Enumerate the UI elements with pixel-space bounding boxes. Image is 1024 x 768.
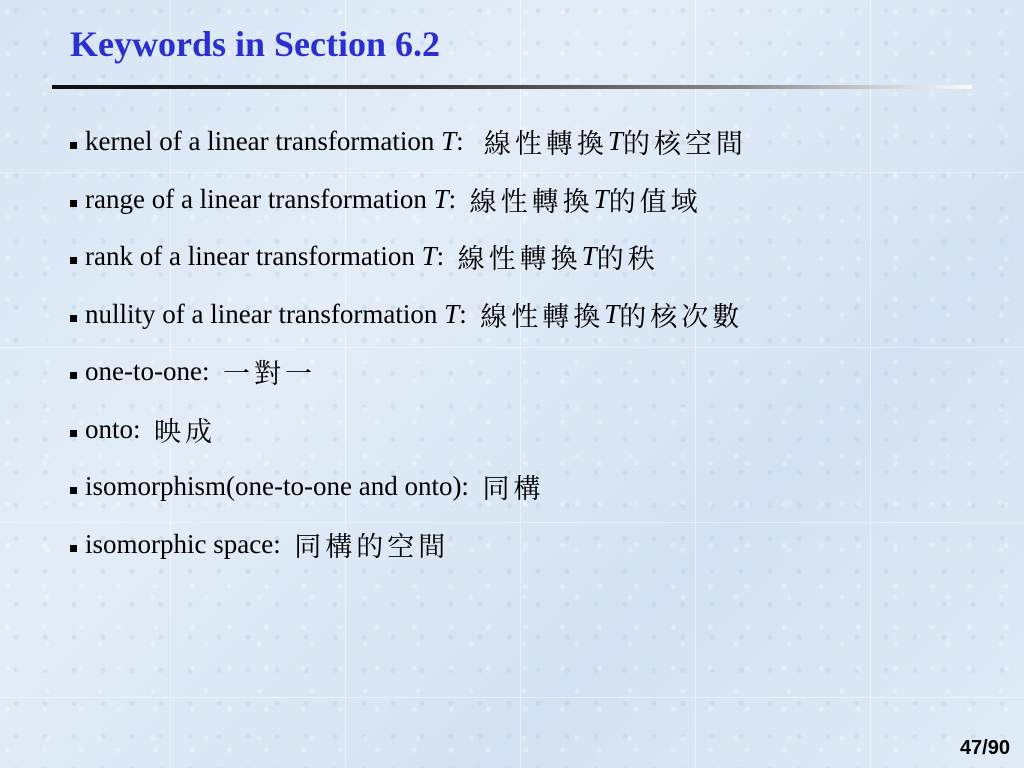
symbol-t: T [607, 126, 623, 157]
square-bullet-icon [70, 142, 77, 149]
slide-title: Keywords in Section 6.2 [70, 24, 441, 64]
keyword-translation-suffix: 的核次數 [619, 301, 744, 333]
keyword-item-isomorphic-space [70, 516, 747, 574]
symbol-t: T [593, 183, 609, 214]
keyword-translation-suffix: 的秩 [596, 244, 659, 276]
keyword-translation: 線性轉換 [480, 301, 605, 333]
keyword-term: kernel of a linear transformation [85, 126, 442, 157]
keyword-item-onto [70, 401, 747, 459]
colon: : [436, 241, 458, 272]
symbol-t: T [421, 241, 437, 272]
keyword-translation: 線性轉換 [483, 129, 608, 161]
colon: : [459, 298, 481, 329]
keyword-item-range [70, 171, 747, 229]
keyword-item-one-to-one [70, 343, 747, 401]
keyword-translation: 線性轉換 [457, 244, 582, 276]
keyword-item-nullity [70, 286, 747, 344]
colon: : [448, 183, 470, 214]
keyword-term: rank of a linear transformation [85, 241, 422, 272]
keyword-translation: 同構的空間 [294, 531, 450, 563]
keyword-translation: 同構 [482, 474, 545, 506]
square-bullet-icon [70, 487, 77, 494]
symbol-t: T [433, 183, 449, 214]
square-bullet-icon [70, 372, 77, 379]
keyword-term: one-to-one: [85, 356, 223, 387]
keyword-translation: 一對一 [222, 359, 316, 391]
title-divider [52, 85, 972, 89]
keyword-term: isomorphism(one-to-one and onto): [85, 471, 483, 502]
keyword-term: isomorphic space: [85, 528, 295, 559]
symbol-t: T [441, 126, 457, 157]
keyword-item-kernel [70, 113, 747, 171]
keyword-term: nullity of a linear transformation [85, 298, 445, 329]
keyword-item-rank [70, 228, 747, 286]
keyword-translation-suffix: 的值域 [608, 186, 702, 218]
keyword-translation: 線性轉換 [469, 186, 594, 218]
square-bullet-icon [70, 545, 77, 552]
symbol-t: T [604, 298, 620, 329]
keyword-term: onto: [85, 413, 155, 444]
keyword-list [70, 113, 747, 573]
square-bullet-icon [70, 200, 77, 207]
colon: : [456, 126, 484, 157]
square-bullet-icon [70, 315, 77, 322]
keyword-term: range of a linear transformation [85, 183, 434, 214]
page-number: 47/90 [959, 737, 1010, 759]
square-bullet-icon [70, 430, 77, 437]
keyword-translation: 映成 [154, 416, 217, 448]
square-bullet-icon [70, 257, 77, 264]
symbol-t: T [581, 241, 597, 272]
symbol-t: T [444, 298, 460, 329]
keyword-translation-suffix: 的核空間 [622, 129, 747, 161]
keyword-item-isomorphism [70, 458, 747, 516]
